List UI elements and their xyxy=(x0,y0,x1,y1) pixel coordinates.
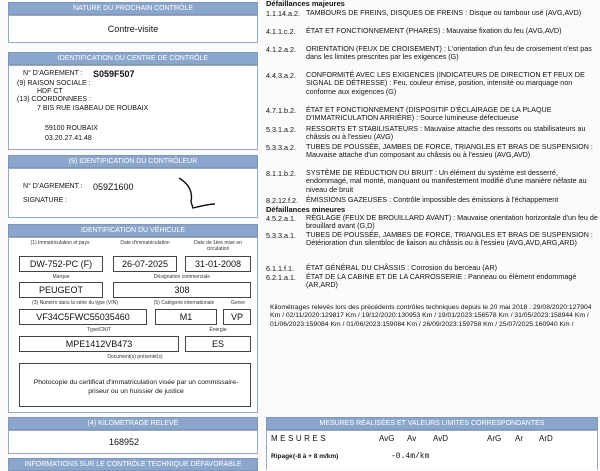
centre-address1: 7 BIS RUE ISABEAU DE ROUBAIX xyxy=(37,105,149,112)
vehicule-header: IDENTIFICATION DU VÉHICULE xyxy=(8,224,258,237)
defect-text: RESSORTS ET STABILISATEURS : Mauvaise attache des ressorts ou stabilisateurs au châssis ou à l'essieu (AVG) xyxy=(306,124,586,142)
defect-code: 4.7.1.b.2. xyxy=(266,106,296,115)
label-categorie: (5) Catégorie internationale xyxy=(153,300,215,306)
mesures-header: MESURES RÉALISÉES ET VALEURS LIMITES CORRESPONDANTES xyxy=(266,417,598,430)
label-energie: Énergie xyxy=(209,327,227,333)
defect-text: SYSTÈME DE RÉDUCTION DU BRUIT : Un élément du système est desserré, endommagé, mal monté, manquant ou manifestement modifié d'une manière néfaste au niveau de bruit xyxy=(306,168,587,194)
col-ar: Ar xyxy=(515,434,523,443)
defect-code: 6.1.1.f.1. xyxy=(266,264,294,273)
label-date-mise: Date de 1ère mise en circulation xyxy=(194,240,242,252)
controleur-agrement-label: N° D'AGREMENT : xyxy=(23,183,83,190)
majeures-title: Défaillances majeures xyxy=(266,0,345,8)
defect-code: 4.5.2.a.1. xyxy=(266,214,296,223)
centre-raison-value: HDF CT xyxy=(37,88,63,95)
controleur-header: (9) IDENTIFICATION DU CONTRÔLEUR xyxy=(8,155,258,168)
defect-code: 8.1.1.b.2. xyxy=(266,169,296,178)
marque-value: PEUGEOT xyxy=(19,282,103,298)
immat-value: DW-752-PC (F) xyxy=(19,256,103,272)
centre-agrement-label: N° D'AGREMENT : xyxy=(23,70,83,77)
label-documents: Document(s) présenté(s) xyxy=(107,354,163,360)
ripage-range: (-8 à + 8 m/km) xyxy=(293,453,339,460)
defect-code: 6.2.1.a.1. xyxy=(266,273,296,282)
controleur-signature-label: SIGNATURE : xyxy=(23,197,68,204)
label-vin: (3) Numéro dans la série du type (VIN) xyxy=(32,300,118,306)
nature-header: NATURE DU PROCHAIN CONTRÔLE xyxy=(8,2,258,15)
defect-code: 4.1.2.a.2. xyxy=(266,45,296,54)
centre-coord-label: (13) COORDONNEES : xyxy=(17,96,91,103)
centre-box xyxy=(8,65,258,150)
label-designation: Désignation commerciale xyxy=(153,274,211,280)
documents-box xyxy=(19,363,251,407)
centre-raison-label: (9) RAISON SOCIALE : xyxy=(17,80,91,87)
centre-address2: 59100 ROUBAIX xyxy=(45,125,98,132)
col-avd: AvD xyxy=(433,434,448,443)
col-arg: ArG xyxy=(487,434,502,443)
defect-code: 8.2.12.f.2. xyxy=(266,196,298,205)
defect-text: ÉTAT ET FONCTIONNEMENT (PHARES) : Mauvaise fixation du feu (AVG,AVD) xyxy=(306,26,562,35)
kilometrage-box xyxy=(8,430,258,454)
ripage-value: -0.4m/km xyxy=(391,452,430,461)
defect-text: ORIENTATION (FEUX DE CROISEMENT) : L'orientation d'un feu de croisement n'est pas dans les limites prescrites par les exigences (G) xyxy=(306,44,592,62)
col-avg: AvG xyxy=(379,434,395,443)
defect-code: 1.1.14.a.2. xyxy=(266,9,300,18)
defect-text: TAMBOURS DE FREINS, DISQUES DE FREINS : Disque ou tambour usé (AVG,AVD) xyxy=(306,8,582,17)
documents-value: Photocopie du certificat d'immatriculation visée par un commissaire-priseur ou un huissier de justice xyxy=(33,379,239,395)
vin-value: VF34C5FWC55035460 xyxy=(19,309,147,325)
categorie-value: M1 xyxy=(155,309,217,325)
centre-header: IDENTIFICATION DU CENTRE DE CONTRÔLE xyxy=(8,52,258,65)
infos-header: INFORMATIONS SUR LE CONTRÔLE TECHNIQUE DÉFAVORABLE xyxy=(8,458,258,471)
energie-value: ES xyxy=(185,336,251,352)
defect-text: TUBES DE POUSSÉE, JAMBES DE FORCE, TRIANGLES ET BRAS DE SUSPENSION : Détérioration d'un silentbloc de liaison au châssis ou à l'essieu (AVG,AVD,ARG,ARD) xyxy=(306,230,593,248)
centre-agrement-value: S059F507 xyxy=(93,69,135,79)
defect-text: TUBES DE POUSSÉE, JAMBES DE FORCE, TRIANGLES ET BRAS DE SUSPENSION : Mauvaise attache d'un composant au châssis ou à l'essieu (AVG,AVD) xyxy=(306,142,593,160)
defect-text: CONFORMITÉ AVEC LES EXIGENCES (INDICATEURS DE DIRECTION ET FEUX DE SIGNAL DE DÉTRESSE) : Feu, couleur émise, position, intensité ou marquage non conforme aux exigences (G) xyxy=(306,70,585,96)
defect-text: ÉMISSIONS GAZEUSES : Contrôle impossible des émissions à l'échappement xyxy=(306,195,559,204)
label-genre: Genre xyxy=(231,300,245,306)
kilometrage-header: (4) KILOMETRAGE RELEVÉ xyxy=(8,417,258,430)
designation-value: 308 xyxy=(113,282,251,298)
nature-box xyxy=(8,15,258,43)
defect-code: 4.1.1.c.2. xyxy=(266,27,296,36)
kilometrage-value: 168952 xyxy=(109,437,140,447)
mineures-title: Défaillances mineures xyxy=(266,205,346,214)
col-av: Av xyxy=(407,434,417,443)
defect-code: 5.3.3.a.2. xyxy=(266,143,296,152)
label-type: Type/CNIT xyxy=(87,327,111,333)
defect-code: 4.4.3.a.2. xyxy=(266,71,296,80)
label-date-immat: Date d'immatriculation xyxy=(120,240,170,246)
type-value: MPE1412VB473 xyxy=(19,336,179,352)
signature-icon xyxy=(159,174,219,214)
vehicule-box xyxy=(8,237,258,413)
label-immat: (1) Immatriculation et pays xyxy=(30,240,90,246)
defect-text: ÉTAT ET FONCTIONNEMENT (DISPOSITIF D'ÉCLAIRAGE DE LA PLAQUE D'IMMATRICULATION ARRIÈRE) : Source lumineuse défectueuse xyxy=(306,105,552,123)
defect-text: ÉTAT DE LA CABINE ET DE LA CARROSSERIE : Panneau ou élément endommagé (AR,ARD) xyxy=(306,272,577,290)
controleur-box xyxy=(8,168,258,218)
defaillances-panel xyxy=(266,0,598,300)
defect-code: 5.3.3.a.1. xyxy=(266,231,296,240)
genre-value: VP xyxy=(223,309,251,325)
date-mise-value: 31-01-2008 xyxy=(185,256,251,272)
label-marque: Marque xyxy=(52,274,70,280)
defect-code: 5.3.1.a.2. xyxy=(266,125,296,134)
defect-text: ÉTAT GÉNÉRAL DU CHÂSSIS : Corrosion du berceau (AR) xyxy=(306,263,498,272)
defect-text: RÉGLAGE (FEUX DE BROUILLARD AVANT) : Mauvaise orientation horizontale d'un feu de brouillard avant (G,D) xyxy=(306,213,598,231)
ripage-label: Ripage xyxy=(271,453,293,460)
col-ard: ArD xyxy=(539,434,553,443)
mesures-box xyxy=(266,430,598,470)
nature-value: Contre-visite xyxy=(107,24,159,34)
date-immat-value: 26-07-2025 xyxy=(113,256,177,272)
controleur-agrement-value: 059Z1600 xyxy=(93,182,134,192)
kilometrages-history: Kilométrages relevés lors des précédents contrôles techniques depuis le 20 mai 2018 : 29/08/2020:127904 Km / 02/11/2020:129817 Km / 19/12/2020:130953 Km / 19/01/2023:156578 Km / 31/05/2023:158944 Km / 01/06/2023:159084 Km / 01/06/2023:159084 Km / 26/09/2023:159758 Km / 25/07/2025:160940 Km / xyxy=(270,304,592,328)
mesures-label: MESURES xyxy=(271,434,329,443)
centre-phone: 03.20.27.41.48 xyxy=(45,135,92,142)
